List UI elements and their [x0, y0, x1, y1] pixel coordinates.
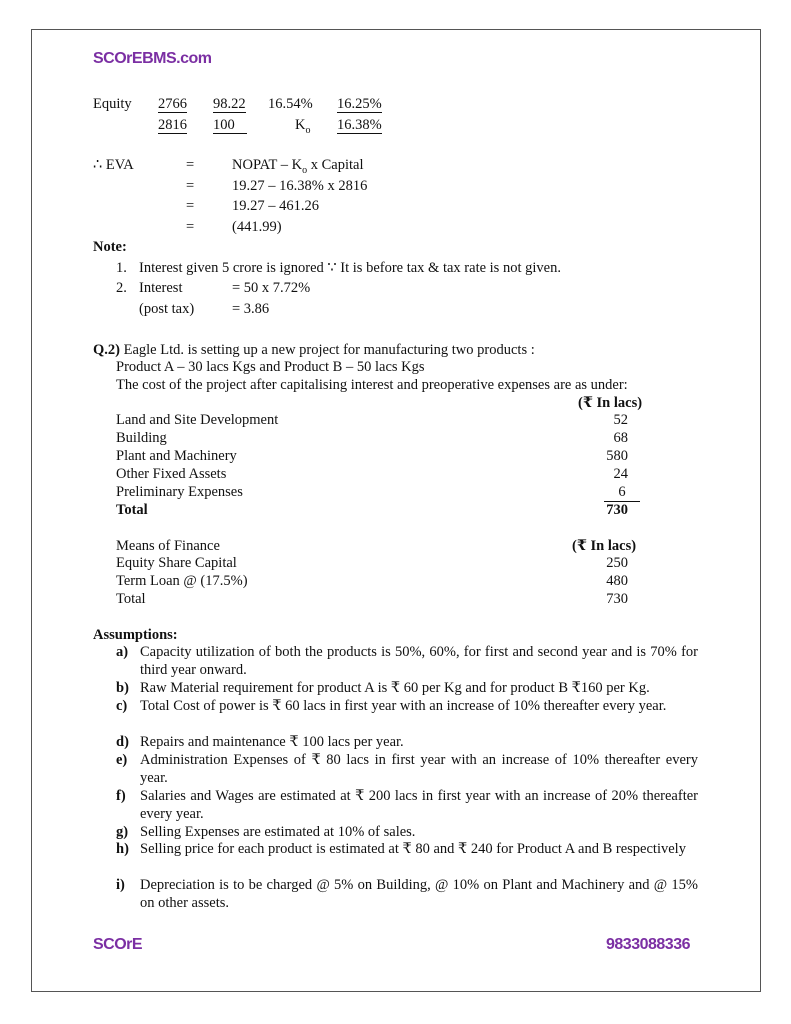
assumptions-title: Assumptions:: [93, 627, 178, 643]
assumption-letter: g): [116, 824, 129, 840]
assumption-letter: c): [116, 698, 128, 714]
assumption-text: Capacity utilization of both the products is 50%, 60%, for first and second year and is 70% for third year onward.: [140, 644, 698, 678]
eva-cell: 100: [213, 117, 247, 134]
eva-cell: 16.54%: [268, 96, 313, 112]
cost-label: Building: [116, 430, 167, 446]
assumption-letter: d): [116, 734, 129, 750]
equals-sign: =: [186, 178, 195, 194]
question-heading: Q.2) Eagle Ltd. is setting up a new project for manufacturing two products :: [93, 342, 535, 358]
assumption-text: Raw Material requirement for product A is ₹ 60 per Kg and for product B ₹160 per Kg.: [140, 680, 650, 696]
cost-value: 6: [604, 483, 640, 502]
cost-line: The cost of the project after capitalising interest and preoperative expenses are as under:: [116, 377, 628, 393]
assumption-text: Repairs and maintenance ₹ 100 lacs per year.: [140, 734, 404, 750]
cost-total-value: 730: [606, 502, 628, 518]
note-number: 1.: [116, 260, 127, 276]
header-brand: SCOrEBMS.com: [93, 50, 212, 67]
cost-label: Plant and Machinery: [116, 448, 237, 464]
equals-sign: =: [186, 219, 195, 235]
eva-step: 19.27 – 461.26: [232, 198, 319, 214]
cost-value: 68: [613, 430, 628, 446]
finance-label: Term Loan @ (17.5%): [116, 573, 248, 589]
note-post-tax-value: = 3.86: [232, 301, 270, 317]
eva-step: 19.27 – 16.38% x 2816: [232, 178, 368, 194]
finance-label: Equity Share Capital: [116, 555, 237, 571]
cost-unit-header: (₹ In lacs): [578, 395, 643, 411]
assumption-text: Total Cost of power is ₹ 60 lacs in first year with an increase of 10% thereafter every year.: [140, 698, 667, 714]
eva-cell: 16.25%: [337, 96, 382, 112]
assumption-letter: b): [116, 680, 129, 696]
assumption-letter: a): [116, 644, 129, 660]
assumption-text: Administration Expenses of ₹ 80 lacs in first year with an increase of 10% thereafter every year.: [140, 752, 698, 786]
ko-symbol: $K_o$: [295, 117, 311, 136]
note-text: Interest given 5 crore is ignored ∵ It is before tax & tax rate is not given.: [139, 260, 561, 276]
assumption-text: Selling Expenses are estimated at 10% of sales.: [140, 824, 416, 840]
finance-value: 250: [606, 555, 628, 571]
assumption-letter: h): [116, 841, 129, 857]
finance-value: 480: [606, 573, 628, 589]
note-number: 2.: [116, 280, 127, 296]
assumption-letter: e): [116, 752, 128, 768]
note-post-tax-label: (post tax): [139, 301, 195, 317]
eva-cell: 98.22: [213, 96, 246, 112]
equals-sign: =: [186, 157, 195, 173]
cost-label: Preliminary Expenses: [116, 484, 243, 500]
eva-cell: 16.38%: [337, 117, 382, 133]
cost-value: 52: [613, 412, 628, 428]
assumption-text: Selling price for each product is estimated at ₹ 80 and ₹ 240 for Product A and B respectively: [140, 841, 686, 857]
cost-value: 24: [613, 466, 628, 482]
cost-value: 580: [606, 448, 628, 464]
eva-result: (441.99): [232, 219, 282, 235]
note-title: Note:: [93, 239, 127, 255]
products-line: Product A – 30 lacs Kgs and Product B – 50 lacs Kgs: [116, 359, 425, 375]
footer-brand: SCOrE: [93, 936, 143, 953]
assumption-text: Depreciation is to be charged @ 5% on Building, @ 10% on Plant and Machinery and @ 15% on other assets.: [140, 877, 698, 911]
eva-formula: NOPAT – $K_o$ x Capital: [232, 157, 364, 176]
equals-sign: =: [186, 198, 195, 214]
cost-label: Other Fixed Assets: [116, 466, 227, 482]
note-interest-value: = 50 x 7.72%: [232, 280, 311, 296]
eva-label: ∴ EVA: [93, 157, 134, 173]
finance-unit-header: (₹ In lacs): [572, 538, 637, 554]
assumption-letter: i): [116, 877, 125, 893]
finance-title: Means of Finance: [116, 538, 220, 554]
assumption-letter: f): [116, 788, 126, 804]
note-interest-label: Interest: [139, 280, 183, 296]
footer-phone: 9833088336: [606, 936, 690, 953]
eva-cell: 2816: [158, 117, 187, 133]
cost-total-label: Total: [116, 502, 148, 518]
eva-cell: 2766: [158, 96, 187, 112]
cost-label: Land and Site Development: [116, 412, 279, 428]
assumption-text: Salaries and Wages are estimated at ₹ 200 lacs in first year with an increase of 20% thereafter every year.: [140, 788, 698, 822]
finance-label: Total: [116, 591, 146, 607]
equity-label: Equity: [93, 96, 132, 112]
finance-value: 730: [606, 591, 628, 607]
